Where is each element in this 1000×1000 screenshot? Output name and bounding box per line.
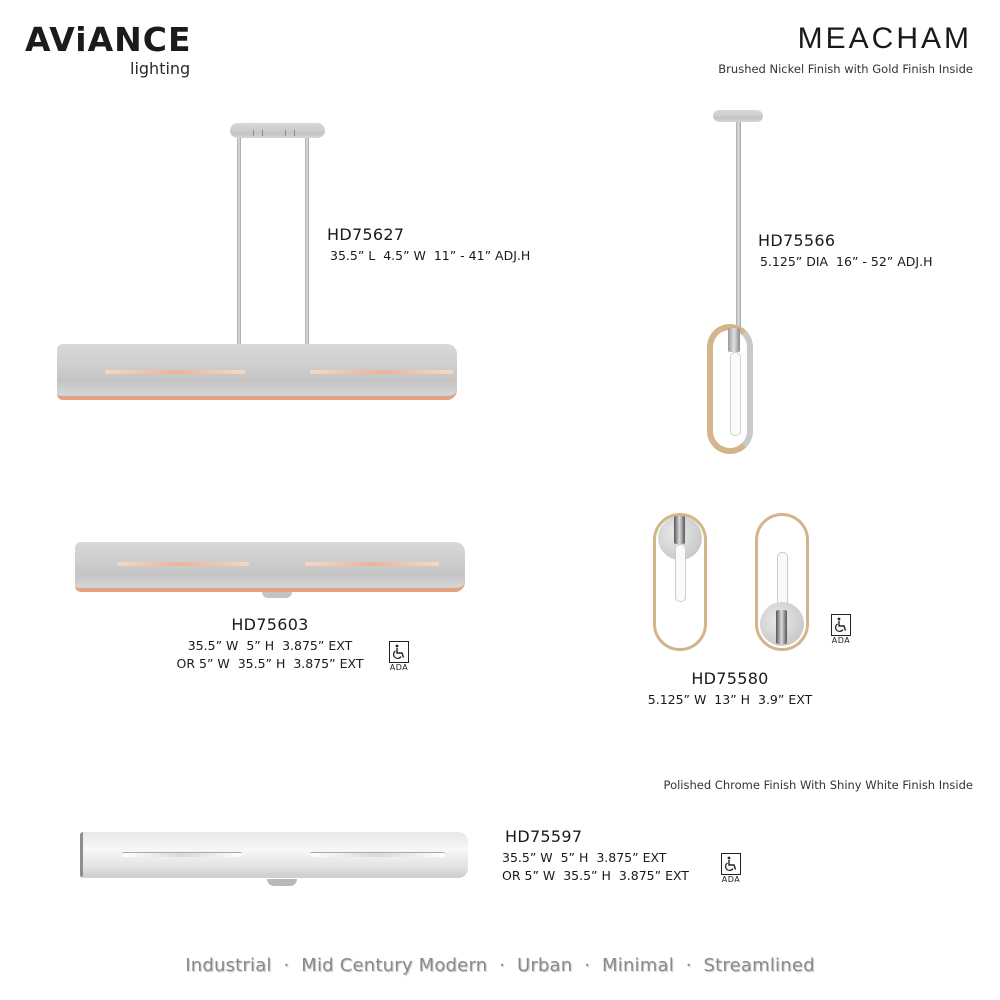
product-image-hd75603 <box>75 542 465 602</box>
product-dimensions-line1: 35.5” W 5” H 3.875” EXT <box>502 850 667 865</box>
canopy-screw <box>285 130 295 136</box>
wheelchair-accessible-icon <box>389 641 409 663</box>
finish-description-nickel: Brushed Nickel Finish with Gold Finish Inside <box>718 62 973 76</box>
finish-description-chrome: Polished Chrome Finish With Shiny White Finish Inside <box>663 778 973 792</box>
ada-label: ADA <box>721 875 741 884</box>
product-label-hd75566 <box>758 232 932 271</box>
product-image-hd75580 <box>650 510 820 660</box>
brand-logo: AViANCE <box>25 20 192 59</box>
ada-label: ADA <box>389 663 409 672</box>
product-label-hd75580 <box>630 670 830 709</box>
product-dimensions: 5.125” W 13” H 3.9” EXT <box>647 692 813 707</box>
style-tagline: Industrial · Mid Century Modern · Urban · Minimal · Streamlined <box>185 955 815 976</box>
brand-logo-subtitle: lighting <box>130 59 191 78</box>
canopy <box>230 123 325 138</box>
light-slot <box>105 370 245 374</box>
stem <box>736 122 741 334</box>
product-sku: HD75566 <box>758 231 836 250</box>
ada-badge <box>387 641 411 672</box>
product-sku: HD75603 <box>231 615 309 634</box>
canopy-screw <box>253 130 263 136</box>
product-label-hd75603 <box>160 616 380 673</box>
wheelchair-accessible-icon <box>831 614 851 636</box>
product-sku: HD75597 <box>505 827 583 846</box>
mounting-plate <box>262 592 292 598</box>
product-dimensions-line1: 35.5” W 5” H 3.875” EXT <box>187 638 353 653</box>
product-sku: HD75627 <box>327 225 405 244</box>
socket <box>674 516 685 544</box>
product-image-hd75566 <box>700 108 780 463</box>
collection-title: MEACHAM <box>797 22 972 55</box>
socket <box>776 610 787 644</box>
product-dimensions: 5.125” DIA 16” - 52” ADJ.H <box>760 254 933 269</box>
product-sku: HD75580 <box>691 669 769 688</box>
light-slot <box>117 562 249 566</box>
fixture-body <box>75 542 465 592</box>
product-dimensions-line2: OR 5” W 35.5” H 3.875” EXT <box>176 656 364 671</box>
wheelchair-accessible-icon <box>721 853 741 875</box>
bulb <box>730 352 741 436</box>
light-slot <box>305 562 439 566</box>
suspension-rod <box>305 138 309 346</box>
light-slot <box>310 370 453 374</box>
mounting-plate <box>267 879 297 886</box>
product-label-hd75627 <box>327 226 530 265</box>
product-dimensions: 35.5” L 4.5” W 11” - 41” ADJ.H <box>330 248 531 263</box>
canopy <box>713 110 763 122</box>
bulb <box>675 544 686 602</box>
ada-badge <box>719 853 743 884</box>
light-slot <box>122 852 242 857</box>
product-label-hd75597 <box>502 828 689 885</box>
suspension-rod <box>237 138 241 346</box>
product-image-hd75597 <box>80 832 470 890</box>
ada-badge <box>829 614 853 645</box>
light-slot <box>310 852 445 857</box>
socket <box>728 328 740 352</box>
product-dimensions-line2: OR 5” W 35.5” H 3.875” EXT <box>502 868 689 883</box>
ada-label: ADA <box>831 636 851 645</box>
